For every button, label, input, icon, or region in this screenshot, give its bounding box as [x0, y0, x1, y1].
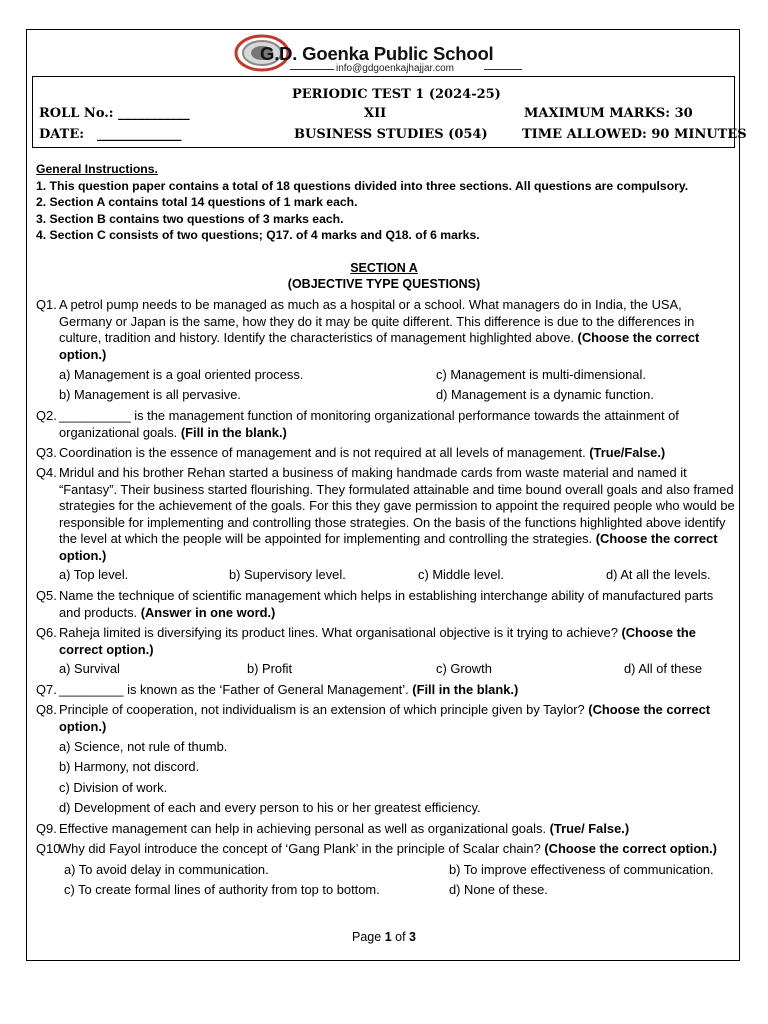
max-marks: MAXIMUM MARKS: 30: [524, 106, 693, 121]
subject-label: BUSINESS STUDIES (054): [294, 127, 488, 142]
date-label: DATE:: [39, 127, 85, 142]
page-total: 3: [409, 930, 416, 944]
option-b: b) Profit: [247, 661, 293, 676]
question-hint: (True/False.): [589, 445, 666, 460]
page-footer: [0, 930, 768, 944]
instruction-item: 2. Section A contains total 14 questions of 1 mark each.: [36, 195, 358, 209]
question-number: Q7.: [36, 682, 57, 697]
question-hint: (Choose the correct option.): [59, 625, 696, 657]
option-a: a) Top level.: [59, 567, 129, 582]
question-number: Q10.: [36, 841, 64, 856]
option-c: c) To create formal lines of authority from top to bottom.: [64, 882, 380, 897]
question-1: [36, 297, 736, 363]
date-field: _____________: [97, 127, 182, 142]
question-hint: (Choose the correct option.): [59, 531, 718, 563]
question-text: Raheja limited is diversifying its product lines. What organisational objective is it trying to achieve?: [59, 625, 622, 640]
question-hint: (Fill in the blank.): [412, 682, 519, 697]
option-c: c) Management is multi-dimensional.: [436, 367, 646, 382]
question-text: Why did Fayol introduce the concept of ‘Gang Plank’ in the principle of Scalar chain?: [59, 841, 545, 856]
option-a: a) Survival: [59, 661, 120, 676]
test-title: PERIODIC TEST 1 (2024-25): [292, 87, 501, 102]
page-label: Page: [352, 930, 385, 944]
instruction-item: 1. This question paper contains a total of 18 questions divided into three sections. All questions are compulsory.: [36, 178, 689, 193]
question-8: [36, 702, 736, 735]
school-name: G.D. Goenka Public School: [260, 43, 494, 64]
option-d: d) All of these: [624, 661, 703, 676]
test-header: [32, 76, 747, 148]
option-a: a) To avoid delay in communication.: [64, 862, 269, 877]
option-b: b) Supervisory level.: [229, 567, 346, 582]
question-7: [36, 682, 736, 699]
roll-number-field: ROLL No.: ___________: [39, 106, 190, 121]
school-logo: [232, 33, 532, 77]
option-c: c) Growth: [436, 661, 492, 676]
question-text: Mridul and his brother Rehan started a business of making handmade cards from waste material and named it “Fantasy”. Their business started flourishing. They formulated attainable and time bound overall goals and also framed strategies for the achievement of the goals. For this they gave permission to appoint the required people who would be responsible for implementing and controlling those strategies. On the basis of the functions highlighted above identify the level at which the people will be appointed for implementing and controlling the strategies.: [59, 465, 735, 547]
time-allowed: TIME ALLOWED: 90 MINUTES: [522, 127, 747, 142]
page-of: of: [391, 930, 410, 944]
question-hint: (Choose the correct option.): [59, 702, 711, 734]
question-hint: (Answer in one word.): [140, 604, 276, 620]
question-text: __________ is the management function of monitoring organizational performance towards the attainment of organizational goals.: [59, 408, 679, 440]
option-b: b) To improve effectiveness of communication.: [449, 862, 714, 877]
option-d: d) Management is a dynamic function.: [436, 387, 654, 402]
question-number: Q9.: [36, 821, 57, 836]
question-hint: (Fill in the blank.): [180, 424, 287, 440]
option-c: c) Division of work.: [59, 780, 168, 795]
question-hint: (Choose the correct option.): [544, 841, 717, 856]
question-hint: (True/ False.): [549, 821, 630, 836]
option-d: d) Development of each and every person to his or her greatest efficiency.: [59, 800, 481, 815]
class-label: XII: [364, 106, 387, 121]
question-text: Coordination is the essence of management and is not required at all levels of management.: [59, 445, 590, 460]
question-9: [36, 821, 736, 838]
question-text: _________ is known as the ‘Father of General Management’.: [59, 682, 413, 697]
question-2: [36, 408, 736, 441]
question-5: [36, 588, 736, 621]
page-number: 1: [384, 930, 392, 944]
general-instructions: [36, 161, 688, 244]
logo-rule-right: [484, 69, 522, 70]
school-email: info@gdgoenkajhajjar.com: [336, 63, 455, 74]
question-number: Q3.: [36, 445, 57, 460]
instruction-item: 4. Section C consists of two questions; Q17. of 4 marks and Q18. of 6 marks.: [36, 228, 480, 242]
option-d: d) At all the levels.: [606, 567, 711, 582]
question-number: Q4.: [36, 465, 57, 480]
option-b: b) Harmony, not discord.: [59, 759, 200, 774]
option-c: c) Middle level.: [418, 567, 504, 582]
question-text: A petrol pump needs to be managed as much as a hospital or a school. What managers do in India, the USA, Germany or Japan is the same, how they do it may be quite different. This difference is due to the differences in culture, tradition and history. Identify the characteristics of management highlighted above.: [59, 297, 695, 346]
question-number: Q2.: [36, 408, 57, 423]
question-text: Name the technique of scientific management which helps in establishing interchange ability of manufactured parts and products.: [59, 588, 714, 620]
section-title: SECTION A: [350, 261, 418, 275]
question-6: [36, 625, 736, 658]
question-hint: (Choose the correct option.): [59, 330, 700, 362]
section-subtitle: (OBJECTIVE TYPE QUESTIONS): [287, 277, 481, 291]
question-number: Q5.: [36, 588, 57, 603]
question-10: [36, 841, 736, 858]
question-3: [36, 445, 736, 462]
instructions-heading: General Instructions.: [36, 162, 158, 176]
question-number: Q8.: [36, 702, 57, 717]
question-text: Effective management can help in achieving personal as well as organizational goals.: [59, 821, 550, 836]
option-d: d) None of these.: [449, 882, 548, 897]
option-b: b) Management is all pervasive.: [59, 387, 241, 402]
instruction-item: 3. Section B contains two questions of 3 marks each.: [36, 211, 344, 226]
logo-rule-left: [290, 69, 334, 70]
question-number: Q6.: [36, 625, 57, 640]
option-a: a) Management is a goal oriented process.: [59, 367, 304, 382]
option-a: a) Science, not rule of thumb.: [59, 739, 228, 754]
question-text: Principle of cooperation, not individualism is an extension of which principle given by Taylor?: [59, 702, 589, 717]
question-4: [36, 465, 736, 565]
question-number: Q1.: [36, 297, 57, 312]
